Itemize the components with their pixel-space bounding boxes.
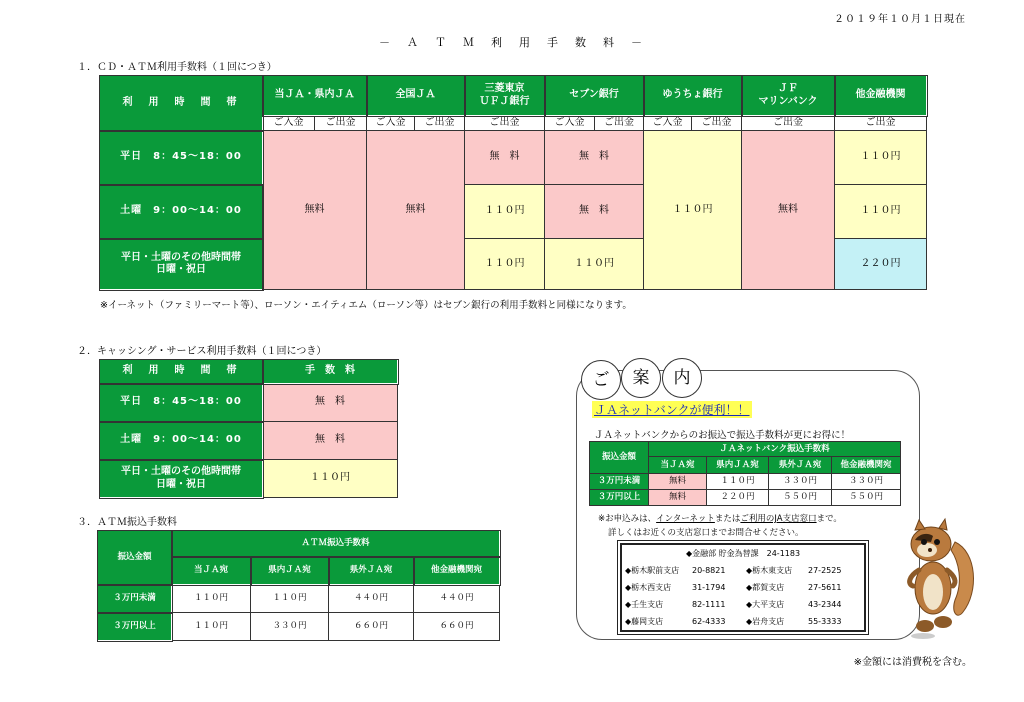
guide-bubble: 案: [621, 358, 661, 398]
fee-cell: ３３０円: [769, 474, 832, 490]
fee-cell: １１０円: [707, 474, 769, 490]
row-saturday: 土曜 9：00～14：00: [100, 422, 263, 460]
fee-other-saturday: １１０円: [835, 185, 927, 239]
fee-other-hours: １１０円: [263, 460, 398, 498]
fee-cell: １１０円: [172, 585, 251, 613]
apply-link-branch[interactable]: ご利用のJA支店窓口: [740, 514, 817, 524]
branch-name: ◆栃木西支店: [625, 582, 672, 592]
time-header: 利 用 時 間 帯: [100, 360, 263, 384]
fee-seven-other: １１０円: [545, 239, 644, 290]
branch-contacts: [620, 543, 866, 632]
apply-prefix: ※お申込みは、: [598, 514, 657, 524]
col-own-ja: 当ＪＡ宛: [649, 457, 707, 474]
withdraw-label: ご出金: [415, 116, 465, 131]
col-prefecture-ja: 県内ＪＡ宛: [707, 457, 769, 474]
time-header: 利 用 時 間 帯: [100, 76, 263, 131]
branch-phone: 27-5611: [808, 582, 842, 592]
withdraw-label: ご出金: [692, 116, 742, 131]
section1-footnote: ※イーネット（ファミリーマート等）、ローソン・エイティエム（ローソン等）はセブン銀行の利用手数料と同様になります。: [100, 300, 632, 311]
tax-note: ※金額には消費税を含む。: [853, 657, 972, 668]
branch-phone: 62-4333: [692, 616, 726, 626]
netbank-headline: ＪＡネットバンクが便利！！: [594, 403, 750, 417]
branch-name: ◆壬生支店: [625, 599, 664, 609]
apply-mid: または: [714, 514, 741, 524]
row-saturday: 土曜 9：00～14：00: [100, 185, 263, 239]
as-of-date: ２０１９年１０月１日現在: [834, 14, 966, 25]
bank-header-mufg: 三菱東京 ＵＦＪ銀行: [465, 76, 545, 116]
fee-cell: ２２０円: [707, 490, 769, 506]
section1-heading: １．ＣＤ・ＡＴＭ利用手数料（１回につき）: [77, 62, 277, 73]
apply-note: [598, 512, 842, 524]
row-over-30k: ３万円以上: [98, 613, 172, 641]
bank-header-seven: セブン銀行: [545, 76, 644, 116]
fee-local-ja: 無料: [263, 131, 367, 290]
fee-cell: ５５０円: [832, 490, 901, 506]
squirrel-mascot-icon: [897, 512, 977, 642]
withdraw-label: ご出金: [835, 116, 927, 131]
fee-cell: １１０円: [251, 585, 329, 613]
col-other-bank: 他金融機関宛: [414, 557, 500, 585]
section3-heading: ３．ＡＴＭ振込手数料: [77, 517, 177, 528]
netbank-lead: ＪＡネットバンクからのお振込で振込手数料が更にお得に！: [594, 430, 851, 441]
deposit-label: ご入金: [263, 116, 315, 131]
fee-yucho: １１０円: [644, 131, 742, 290]
col-other-bank: 他金融機関宛: [832, 457, 901, 474]
bank-header-national-ja: 全国ＪＡ: [367, 76, 465, 116]
branch-name: ◆岩舟支店: [746, 616, 785, 626]
bank-header-local-ja: 当ＪＡ・県内ＪＡ: [263, 76, 367, 116]
withdraw-label: ご出金: [465, 116, 545, 131]
netbank-fee-header: ＪＡネットバンク振込手数料: [649, 442, 901, 457]
bank-header-other: 他金融機関: [835, 76, 927, 116]
fee-cell: 無料: [649, 490, 707, 506]
withdraw-label: ご出金: [315, 116, 367, 131]
col-outside-ja: 県外ＪＡ宛: [769, 457, 832, 474]
fee-cell: １１０円: [172, 613, 251, 641]
fee-mufg-weekday: 無 料: [465, 131, 545, 185]
branch-name: ◆栃木東支店: [746, 565, 793, 575]
cashing-fee-table: [99, 359, 398, 498]
row-under-30k: ３万円未満: [98, 585, 172, 613]
row-other-hours: 平日・土曜のその他時間帯 日曜・祝日: [100, 460, 263, 498]
fee-seven-weekday: 無 料: [545, 131, 644, 185]
fee-jf: 無料: [742, 131, 835, 290]
fee-cell: 無料: [649, 474, 707, 490]
fee-mufg-other: １１０円: [465, 239, 545, 290]
branch-phone: 82-1111: [692, 599, 726, 609]
fee-other-weekday: １１０円: [835, 131, 927, 185]
guide-bubble: ご: [581, 360, 621, 400]
fee-cell: ３３０円: [251, 613, 329, 641]
fee-header: 手 数 料: [263, 360, 398, 384]
transfer-fee-header: ＡＴＭ振込手数料: [172, 531, 500, 557]
fee-cell: ４４０円: [329, 585, 414, 613]
amount-header: 振込金額: [98, 531, 172, 585]
section2-heading: ２．キャッシング・サービス利用手数料（１回につき）: [77, 346, 327, 357]
branch-phone: 31-1794: [692, 582, 726, 592]
branch-phone: 43-2344: [808, 599, 842, 609]
amount-header: 振込金額: [590, 442, 649, 474]
inquiry-note: 詳しくはお近くの支店窓口までお問合せください。: [608, 528, 804, 538]
fee-weekday: 無 料: [263, 384, 398, 422]
bank-header-jf: ＪＦ マリンバンク: [742, 76, 835, 116]
branch-name: ◆大平支店: [746, 599, 785, 609]
apply-suffix: まで。: [816, 514, 842, 524]
deposit-label: ご入金: [545, 116, 595, 131]
fee-seven-saturday: 無 料: [545, 185, 644, 239]
row-weekday: 平日 8：45～18：00: [100, 131, 263, 185]
branch-name: ◆藤岡支店: [625, 616, 664, 626]
fee-cell: ３３０円: [832, 474, 901, 490]
withdraw-label: ご出金: [742, 116, 835, 131]
row-other-hours: 平日・土曜のその他時間帯 日曜・祝日: [100, 239, 263, 290]
atm-transfer-fee-table: [97, 530, 500, 641]
guide-bubble: 内: [662, 358, 702, 398]
branch-phone: 55-3333: [808, 616, 842, 626]
fee-saturday: 無 料: [263, 422, 398, 460]
withdraw-label: ご出金: [595, 116, 644, 131]
deposit-label: ご入金: [644, 116, 692, 131]
apply-link-internet[interactable]: インターネット: [656, 514, 715, 524]
bank-header-yucho: ゆうちょ銀行: [644, 76, 742, 116]
netbank-fee-table: [589, 441, 901, 506]
col-prefecture-ja: 県内ＪＡ宛: [251, 557, 329, 585]
fee-cell: ４４０円: [414, 585, 500, 613]
row-weekday: 平日 8：45～18：00: [100, 384, 263, 422]
fee-other-other: ２２０円: [835, 239, 927, 290]
row-under-30k: ３万円未満: [590, 474, 649, 490]
branch-name: ◆都賀支店: [746, 582, 785, 592]
atm-fee-table: [99, 75, 927, 290]
page-title: － Ａ Ｔ Ｍ 利 用 手 数 料 －: [379, 36, 645, 49]
branch-phone: 20-8821: [692, 565, 726, 575]
col-own-ja: 当ＪＡ宛: [172, 557, 251, 585]
branch-name: ◆栃木駅前支店: [625, 565, 680, 575]
fee-cell: ６６０円: [414, 613, 500, 641]
fee-national-ja: 無料: [367, 131, 465, 290]
branch-head: ◆金融部 貯金為替課 24-1183: [685, 548, 801, 558]
col-outside-ja: 県外ＪＡ宛: [329, 557, 414, 585]
deposit-label: ご入金: [367, 116, 415, 131]
fee-mufg-saturday: １１０円: [465, 185, 545, 239]
fee-cell: ６６０円: [329, 613, 414, 641]
row-over-30k: ３万円以上: [590, 490, 649, 506]
branch-phone: 27-2525: [808, 565, 842, 575]
fee-cell: ５５０円: [769, 490, 832, 506]
